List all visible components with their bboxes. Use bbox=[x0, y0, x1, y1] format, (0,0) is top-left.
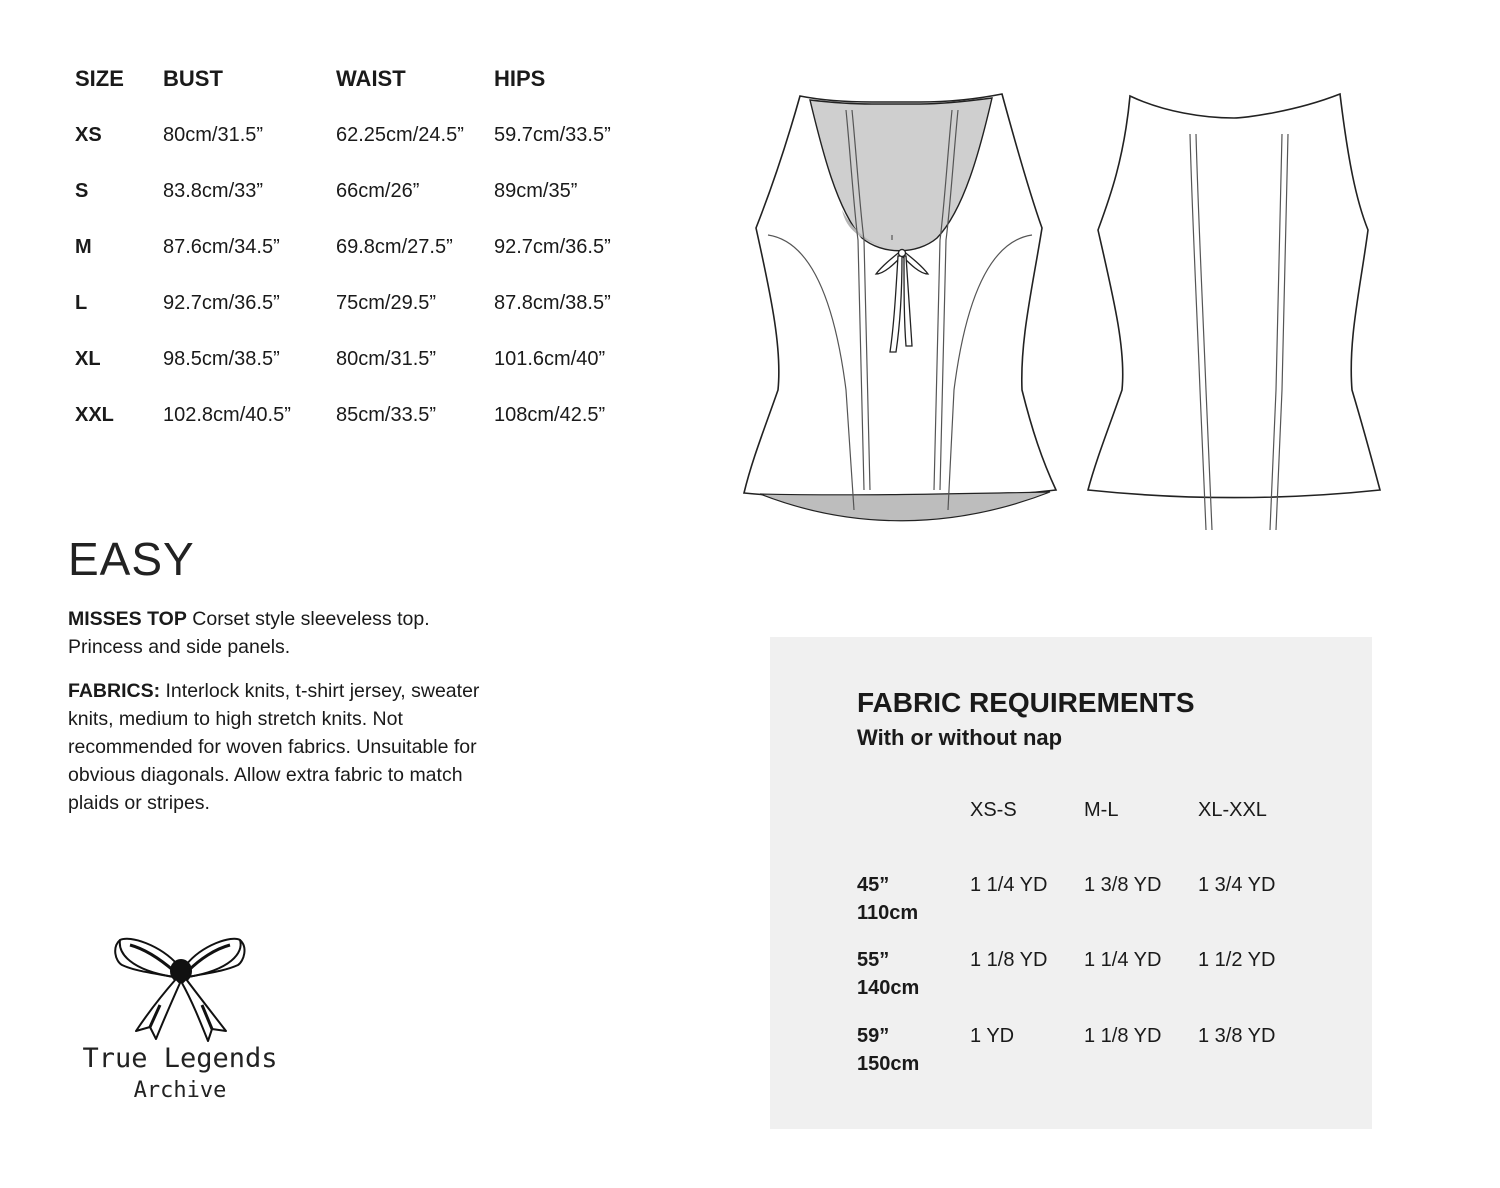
garment-front-illustration bbox=[742, 90, 1058, 530]
hips-value: 92.7cm/36.5” bbox=[494, 236, 611, 258]
size-label: S bbox=[75, 180, 89, 202]
fabric-requirements-subtitle: With or without nap bbox=[857, 725, 1063, 750]
waist-value: 69.8cm/27.5” bbox=[336, 236, 453, 258]
fabric-yardage: 1 1/4 YD bbox=[1084, 949, 1162, 971]
fabric-yardage: 1 3/8 YD bbox=[1198, 1025, 1276, 1047]
fabrics-description bbox=[68, 677, 498, 817]
size-label: XL bbox=[75, 348, 101, 370]
fabrics-text: Interlock knits, t-shirt jersey, sweater knits, medium to high stretch knits. Not recommended for woven fabrics. Unsuitable for obvious diagonals. Allow extra fabric to match plaids or stripes. bbox=[68, 680, 480, 814]
size-label: L bbox=[75, 292, 88, 314]
hips-value: 101.6cm/40” bbox=[494, 348, 606, 370]
fabric-requirements-panel bbox=[770, 637, 1372, 1129]
bust-value: 87.6cm/34.5” bbox=[163, 236, 280, 258]
fabric-yardage: 1 1/2 YD bbox=[1198, 949, 1276, 971]
header-size: SIZE bbox=[75, 66, 124, 91]
fabric-yardage: 1 YD bbox=[970, 1025, 1015, 1047]
header-waist: WAIST bbox=[336, 66, 406, 91]
size-label: M bbox=[75, 236, 92, 258]
fabric-yardage: 1 3/4 YD bbox=[1198, 874, 1276, 896]
fabrics-label: FABRICS: bbox=[68, 680, 161, 702]
fabric-requirements-title: FABRIC REQUIREMENTS bbox=[857, 687, 1195, 718]
fabric-row-label bbox=[857, 871, 918, 927]
fabric-yardage: 1 1/8 YD bbox=[1084, 1025, 1162, 1047]
bust-value: 98.5cm/38.5” bbox=[163, 348, 280, 370]
bust-value: 80cm/31.5” bbox=[163, 124, 264, 146]
fabric-width-cm: 110cm bbox=[857, 902, 919, 924]
fabric-width-in: 45” bbox=[857, 874, 890, 896]
fabric-row-label bbox=[857, 1022, 919, 1078]
fabric-width-cm: 140cm bbox=[857, 977, 920, 999]
bow-icon bbox=[90, 935, 270, 1043]
size-label: XXL bbox=[75, 404, 114, 426]
garment-back-illustration bbox=[1084, 90, 1384, 530]
bust-value: 92.7cm/36.5” bbox=[163, 292, 280, 314]
bust-value: 102.8cm/40.5” bbox=[163, 404, 291, 426]
fabric-col-xl-xxl: XL-XXL bbox=[1198, 799, 1267, 821]
brand-name: True Legends bbox=[82, 1043, 278, 1074]
waist-value: 85cm/33.5” bbox=[336, 404, 437, 426]
fabric-width-in: 59” bbox=[857, 1025, 890, 1047]
fabric-width-in: 55” bbox=[857, 949, 890, 971]
fabric-yardage: 1 1/8 YD bbox=[970, 949, 1048, 971]
fabric-yardage: 1 3/8 YD bbox=[1084, 874, 1162, 896]
hips-value: 87.8cm/38.5” bbox=[494, 292, 611, 314]
hips-value: 108cm/42.5” bbox=[494, 404, 606, 426]
size-label: XS bbox=[75, 124, 102, 146]
brand-subname: Archive bbox=[133, 1078, 227, 1103]
fabric-yardage: 1 1/4 YD bbox=[970, 874, 1048, 896]
waist-value: 66cm/26” bbox=[336, 180, 420, 202]
brand-logo bbox=[60, 935, 300, 1103]
waist-value: 80cm/31.5” bbox=[336, 348, 437, 370]
difficulty-label: EASY bbox=[68, 533, 195, 585]
description-label: MISSES TOP bbox=[68, 608, 187, 630]
fabric-col-m-l: M-L bbox=[1084, 799, 1119, 821]
waist-value: 75cm/29.5” bbox=[336, 292, 437, 314]
garment-description bbox=[68, 605, 498, 661]
header-hips: HIPS bbox=[494, 66, 546, 91]
fabric-col-xs-s: XS-S bbox=[970, 799, 1017, 821]
bust-value: 83.8cm/33” bbox=[163, 180, 264, 202]
fabric-width-cm: 150cm bbox=[857, 1053, 920, 1075]
description-text: Corset style sleeveless top. Princess and side panels. bbox=[68, 608, 430, 658]
hips-value: 59.7cm/33.5” bbox=[494, 124, 611, 146]
header-bust: BUST bbox=[163, 66, 223, 91]
hips-value: 89cm/35” bbox=[494, 180, 578, 202]
fabric-row-label bbox=[857, 946, 919, 1002]
waist-value: 62.25cm/24.5” bbox=[336, 124, 464, 146]
